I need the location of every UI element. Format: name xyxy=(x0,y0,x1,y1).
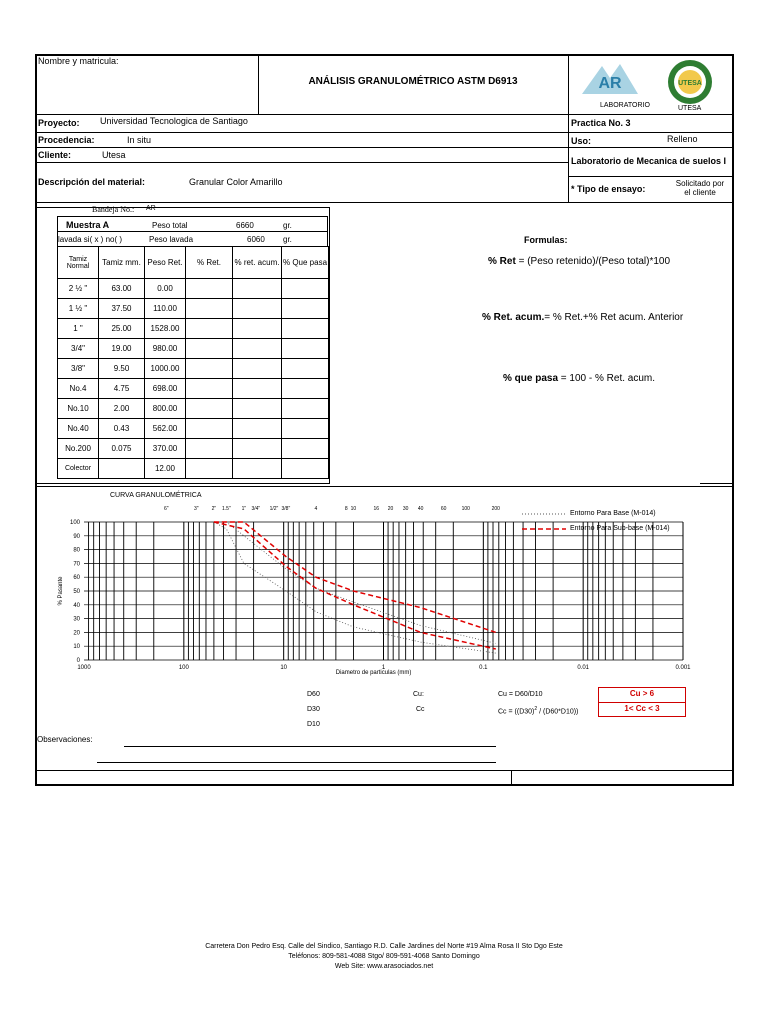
x-tick-label: 1000 xyxy=(77,665,91,671)
cell-pct-pasa xyxy=(282,459,329,479)
sieve-label: 4 xyxy=(314,506,318,512)
divider xyxy=(36,207,37,484)
d30-label: D30 xyxy=(307,706,320,713)
y-tick-label: 10 xyxy=(73,644,80,651)
proyecto-label: Proyecto: xyxy=(38,118,80,128)
table-row xyxy=(58,459,329,479)
cell-pct-ret xyxy=(186,319,233,339)
descripcion-label: Descripción del material: xyxy=(38,177,146,187)
cell-mm: 0.075 xyxy=(99,439,145,459)
divider xyxy=(568,55,569,202)
page-title: ANÁLISIS GRANULOMÉTRICO ASTM D6913 xyxy=(308,76,518,87)
formulas-title: Formulas: xyxy=(524,235,568,245)
tipo-ensayo-label: * Tipo de ensayo: xyxy=(571,184,646,194)
table-row xyxy=(58,379,329,399)
y-tick-label: 80 xyxy=(73,547,80,554)
uso-label: Uso: xyxy=(571,136,591,146)
cell-mm: 25.00 xyxy=(99,319,145,339)
sieve-label: 100 xyxy=(461,506,470,512)
y-tick-label: 70 xyxy=(73,561,80,568)
x-axis-label: Diametro de particulas (mm) xyxy=(335,670,412,676)
cell-pct-ret xyxy=(186,419,233,439)
cell-tamiz: No.4 xyxy=(58,379,99,399)
table-row xyxy=(58,359,329,379)
cell-tamiz: 1 ½ " xyxy=(58,299,99,319)
sieve-label: 1/2" xyxy=(269,506,279,512)
divider xyxy=(36,132,733,133)
cell-peso: 12.00 xyxy=(145,459,186,479)
d10-label: D10 xyxy=(307,721,320,728)
cell-pct-acum xyxy=(233,299,282,319)
y-tick-label: 40 xyxy=(73,602,80,609)
sieve-label: 10 xyxy=(350,506,357,512)
cell-pct-ret xyxy=(186,279,233,299)
nombre-label: Nombre y matricula: xyxy=(38,56,119,66)
divider xyxy=(36,483,330,484)
table-header-row xyxy=(58,247,329,279)
cell-pct-acum xyxy=(233,319,282,339)
formula-ret-acum: % Ret. acum.= % Ret.+% Ret acum. Anterior xyxy=(482,312,684,323)
cu-formula: Cu = D60/D10 xyxy=(498,691,543,698)
peso-lavada-unit: gr. xyxy=(283,235,292,244)
procedencia-label: Procedencia: xyxy=(38,135,95,145)
cell-peso: 562.00 xyxy=(145,419,186,439)
utesa-logo xyxy=(666,58,714,106)
cell-tamiz: 3/4" xyxy=(58,339,99,359)
cell-tamiz: 3/8" xyxy=(58,359,99,379)
cell-pct-acum xyxy=(233,279,282,299)
sieve-label: 8 xyxy=(344,506,348,512)
divider xyxy=(36,207,330,208)
d60-label: D60 xyxy=(307,691,320,698)
observaciones-label: Observaciones: xyxy=(37,735,93,744)
divider xyxy=(511,770,512,785)
cell-pct-acum xyxy=(233,439,282,459)
cell-pct-pasa xyxy=(282,319,329,339)
svg-text:UTESA: UTESA xyxy=(678,80,702,87)
y-tick-label: 90 xyxy=(73,533,80,540)
divider xyxy=(36,162,568,163)
cell-peso: 110.00 xyxy=(145,299,186,319)
x-tick-label: 10 xyxy=(280,665,288,671)
bandeja-label: Bandeja No.: xyxy=(92,205,135,214)
sieve-label: 3/4" xyxy=(251,506,261,512)
cell-pct-pasa xyxy=(282,399,329,419)
sieve-label: 2" xyxy=(211,506,217,512)
cell-peso: 370.00 xyxy=(145,439,186,459)
chart-title: CURVA GRANULOMÉTRICA xyxy=(110,492,202,499)
practica-label: Practica No. 3 xyxy=(571,118,631,128)
divider xyxy=(598,702,686,703)
divider xyxy=(700,483,733,484)
utesa-label: UTESA xyxy=(678,105,702,112)
cell-tamiz: No.40 xyxy=(58,419,99,439)
y-tick-label: 60 xyxy=(73,575,80,582)
divider xyxy=(329,207,330,484)
cell-peso: 980.00 xyxy=(145,339,186,359)
proyecto-value: Universidad Tecnologica de Santiago xyxy=(100,116,248,126)
cu-label: Cu: xyxy=(413,691,424,698)
divider xyxy=(327,216,328,246)
footer-address: Carretera Don Pedro Esq. Calle del Sindico, Santiago R.D. Calle Jardines del Norte #19 Alma Rosa II Sto Dgo Este xyxy=(205,943,563,950)
descripcion-value: Granular Color Amarillo xyxy=(189,177,283,187)
cu-limit: Cu > 6 xyxy=(629,689,655,698)
table-row xyxy=(58,419,329,439)
cell-tamiz: 2 ½ " xyxy=(58,279,99,299)
footer-website: Web Site: www.arasociados.net xyxy=(334,963,434,970)
table-row xyxy=(58,279,329,299)
divider xyxy=(36,486,733,487)
cell-mm: 9.50 xyxy=(99,359,145,379)
x-tick-label: 100 xyxy=(178,665,189,671)
cell-mm: 4.75 xyxy=(99,379,145,399)
cell-pct-acum xyxy=(233,459,282,479)
cell-peso: 800.00 xyxy=(145,399,186,419)
cell-mm: 19.00 xyxy=(99,339,145,359)
cell-mm: 37.50 xyxy=(99,299,145,319)
laboratorio-label: LABORATORIO xyxy=(600,102,650,109)
table-row xyxy=(58,299,329,319)
cell-pct-ret xyxy=(186,459,233,479)
cell-pct-acum xyxy=(233,379,282,399)
cell-tamiz: 1 " xyxy=(58,319,99,339)
sieve-table xyxy=(57,246,329,479)
cell-pct-ret xyxy=(186,359,233,379)
sieve-label: 3/8" xyxy=(281,506,291,512)
sieve-label: 200 xyxy=(491,506,500,512)
cliente-value: Utesa xyxy=(102,150,126,160)
sieve-label: 16 xyxy=(373,506,380,512)
cell-pct-acum xyxy=(233,359,282,379)
divider xyxy=(36,114,733,115)
peso-total-value: 6660 xyxy=(236,221,254,230)
observaciones-line xyxy=(97,762,496,763)
cell-pct-acum xyxy=(233,339,282,359)
peso-total-label: Peso total xyxy=(152,221,188,230)
cell-pct-ret xyxy=(186,399,233,419)
cell-pct-ret xyxy=(186,439,233,459)
divider xyxy=(57,216,327,217)
sieve-label: 1" xyxy=(241,506,247,512)
divider xyxy=(568,176,733,177)
cell-tamiz: Colector xyxy=(58,459,99,479)
col-tamiz-normal: Tamiz Normal xyxy=(58,247,99,279)
cc-formula: $Cc = ((D30)^2 / (D60*D10))$ xyxy=(498,706,579,716)
divider xyxy=(258,55,259,114)
footer-phones: Teléfonos: 809-581-4088 Stgo/ 809-591-4068 Santo Domingo xyxy=(288,953,480,960)
formula-que-pasa: % que pasa = 100 - % Ret. acum. xyxy=(503,373,656,384)
y-tick-label: 50 xyxy=(73,589,80,595)
ar-logo xyxy=(580,60,640,100)
peso-lavada-value: 6060 xyxy=(247,235,265,244)
x-tick-label: 1 xyxy=(381,665,386,671)
cell-pct-pasa xyxy=(282,379,329,399)
peso-total-unit: gr. xyxy=(283,221,292,230)
lab-mecanica-label: Laboratorio de Mecanica de suelos I xyxy=(571,156,727,166)
sieve-label: 20 xyxy=(387,506,394,512)
cell-peso: 0.00 xyxy=(145,279,186,299)
cell-mm: 0.43 xyxy=(99,419,145,439)
cc-limit: 1< Cc < 3 xyxy=(624,704,660,713)
y-tick-label: 100 xyxy=(69,520,80,526)
bandeja-value: AR xyxy=(146,205,156,212)
sieve-label: 1.5" xyxy=(221,506,231,512)
cell-pct-ret xyxy=(186,299,233,319)
divider xyxy=(36,202,733,203)
table-row xyxy=(58,319,329,339)
divider xyxy=(57,231,327,232)
chart-legend xyxy=(520,507,685,537)
cell-pct-pasa xyxy=(282,439,329,459)
cell-tamiz: No.10 xyxy=(58,399,99,419)
sieve-label: 40 xyxy=(417,506,424,512)
cell-mm xyxy=(99,459,145,479)
divider xyxy=(36,147,733,148)
cell-pct-pasa xyxy=(282,299,329,319)
table-row xyxy=(58,339,329,359)
cliente-label: Cliente: xyxy=(38,150,72,160)
y-tick-label: 0 xyxy=(76,658,80,664)
cell-pct-ret xyxy=(186,339,233,359)
x-tick-label: 0.001 xyxy=(675,665,691,671)
observaciones-line xyxy=(124,746,496,747)
muestra-label: Muestra A xyxy=(66,220,110,230)
lavada-label: lavada si( x ) no( ) xyxy=(58,235,123,244)
col-peso-ret: Peso Ret. xyxy=(145,247,186,279)
table-row xyxy=(58,439,329,459)
x-tick-label: 0.01 xyxy=(577,665,590,671)
cell-peso: 1528.00 xyxy=(145,319,186,339)
tipo-ensayo-value: Solicitado por el cliente xyxy=(675,179,725,197)
cell-tamiz: No.200 xyxy=(58,439,99,459)
col-pct-ret-acum: % ret. acum. xyxy=(233,247,282,279)
cell-peso: 698.00 xyxy=(145,379,186,399)
col-pct-pasa: % Que pasa xyxy=(282,247,329,279)
y-tick-label: 30 xyxy=(73,616,80,623)
cell-mm: 63.00 xyxy=(99,279,145,299)
svg-text:AR: AR xyxy=(598,75,622,92)
cell-mm: 2.00 xyxy=(99,399,145,419)
cell-pct-pasa xyxy=(282,359,329,379)
y-tick-label: 20 xyxy=(73,630,80,637)
cell-pct-pasa xyxy=(282,279,329,299)
col-tamiz-mm: Tamiz mm. xyxy=(99,247,145,279)
sieve-label: 60 xyxy=(440,506,447,512)
table-row xyxy=(58,399,329,419)
col-pct-ret: % Ret. xyxy=(186,247,233,279)
divider xyxy=(36,770,733,771)
procedencia-value: In situ xyxy=(127,135,152,145)
y-axis-label: % Pasante xyxy=(58,576,64,606)
cell-pct-pasa xyxy=(282,339,329,359)
sieve-label: 30 xyxy=(402,506,409,512)
cell-peso: 1000.00 xyxy=(145,359,186,379)
cell-pct-acum xyxy=(233,419,282,439)
cc-label: Cc xyxy=(416,706,425,713)
sieve-label: 3" xyxy=(194,506,199,512)
uso-value: Relleno xyxy=(667,134,698,144)
formula-ret: % Ret = (Peso retenido)/(Peso total)*100 xyxy=(488,256,671,267)
cell-pct-pasa xyxy=(282,419,329,439)
legend-item-subbase: Entorno Para Sub-base (M-014) xyxy=(570,525,670,532)
cell-pct-ret xyxy=(186,379,233,399)
peso-lavada-label: Peso lavada xyxy=(149,235,194,244)
divider xyxy=(57,216,58,246)
cell-pct-acum xyxy=(233,399,282,419)
x-tick-label: 0.1 xyxy=(479,665,488,671)
sieve-label: 6" xyxy=(163,506,169,512)
legend-item-base: Entorno Para Base (M-014) xyxy=(570,510,656,517)
